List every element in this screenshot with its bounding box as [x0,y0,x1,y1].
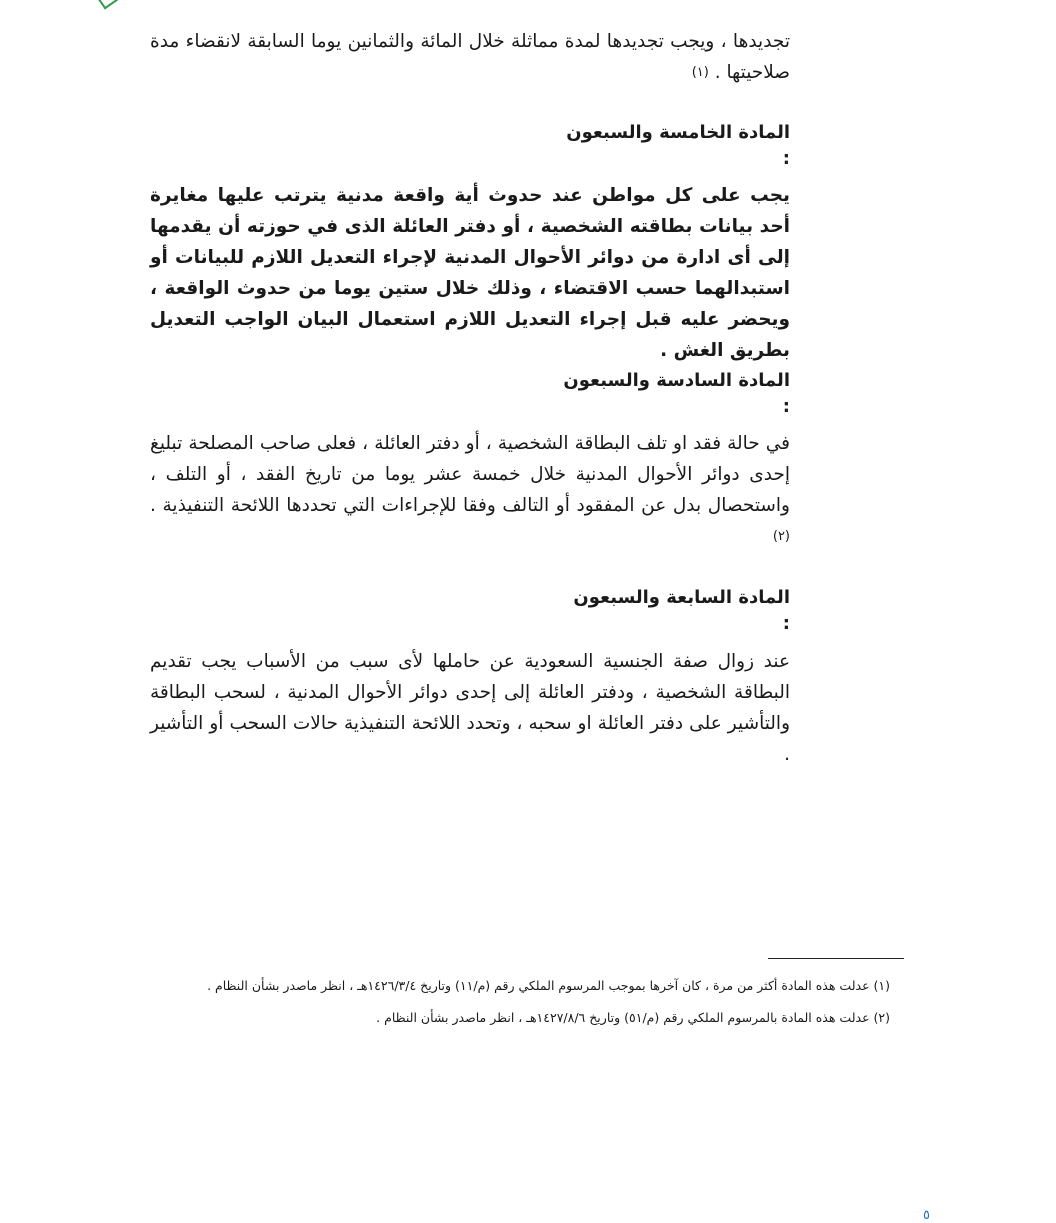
intro-footnote-ref: (١) [691,65,709,80]
article-75-text: يجب على كل مواطن عند حدوث أية واقعة مدنية يترتب عليها مغايرة أحد بيانات بطاقته الشخصية ، أو دفتر العائلة الذى في حوزته أن يقدمها إلى أى ادارة من دوائر الأحوال المدنية لإجراء التعديل اللازم للبيانات أو استبدالهما حسب الاقتضاء ، وذلك خلال ستين يوما من حدوث الواقعة ، ويحضر عليه قبل إجراء التعديل اللازم استعمال البيان الواجب التعديل بطريق الغش . [150,185,790,361]
intro-paragraph [150,26,790,88]
page-number: ٥ [923,1208,930,1223]
article-76-heading: المادة السادسة والسبعون : [563,370,790,417]
article-76-paragraph [150,428,790,552]
article-75-heading: المادة الخامسة والسبعون : [566,122,790,169]
corner-check-mark [98,0,118,10]
footnote-2: (٢) عدلت هذه المادة بالمرسوم الملكي رقم (م/٥١) وتاريخ ١٤٢٧/٨/٦هـ ، انظر ماصدر بشأن النظام . [376,1010,890,1025]
footnote-1: (١) عدلت هذه المادة أكثر من مرة ، كان آخرها بموجب المرسوم الملكي رقم (م/١١) وتاريخ ١٤٢٦/٣/٤هـ ، انظر ماصدر بشأن النظام . [207,978,890,993]
intro-text: تجديدها ، ويجب تجديدها لمدة مماثلة خلال المائة والثمانين يوما السابقة لانقضاء مدة صلاحيتها . [150,31,790,83]
article-75-paragraph [150,180,790,366]
article-77-text: عند زوال صفة الجنسية السعودية عن حاملها لأى سبب من الأسباب يجب تقديم البطاقة الشخصية ، ودفتر العائلة إلى إحدى دوائر الأحوال المدنية ، لسحب البطاقة والتأشير على دفتر العائلة او سحبه ، وتحدد اللائحة التنفيذية حالات السحب أو التأشير . [150,651,790,765]
article-77-paragraph [150,646,790,770]
article-76-text: في حالة فقد او تلف البطاقة الشخصية ، أو دفتر العائلة ، فعلى صاحب المصلحة تبليغ إحدى دوائر الأحوال المدنية خلال خمسة عشر يوما من تاريخ الفقد ، أو التلف ، واستحصال بدل عن المفقود أو التالف وفقا للإجراءات التي تحددها اللائحة التنفيذية . [150,433,790,516]
footnote-separator [768,958,904,959]
article-77-heading: المادة السابعة والسبعون : [573,587,790,634]
article-76-footnote-ref: (٢) [772,529,790,544]
